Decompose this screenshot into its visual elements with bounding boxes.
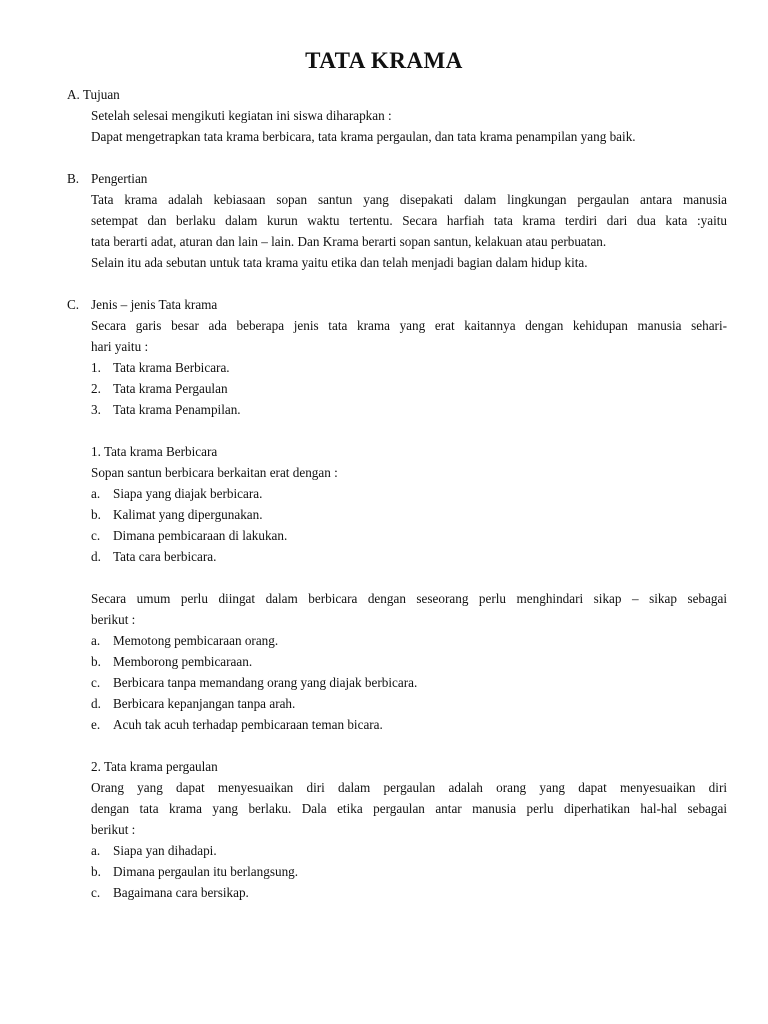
list-item-marker: b. — [91, 654, 101, 669]
section-b-paragraph-line: Tata krama adalah kebiasaan sopan santun yang disepakati dalam lingkungan pergaulan antara manusia — [91, 192, 727, 207]
section-c-marker: C. — [67, 297, 80, 312]
list-item-marker: c. — [91, 528, 101, 543]
list-item: Siapa yan dihadapi. — [113, 843, 217, 858]
list-item: Berbicara tanpa memandang orang yang diajak berbicara. — [113, 675, 418, 690]
list-item-marker: d. — [91, 696, 101, 711]
list-item: Dimana pergaulan itu berlangsung. — [113, 864, 299, 879]
section-b-heading: Pengertian — [91, 171, 148, 186]
subsection-1-intro: Sopan santun berbicara berkaitan erat dengan : — [91, 465, 338, 480]
subsection-1-intro2-line: Secara umum perlu diingat dalam berbicara dengan seseorang perlu menghindari sikap – sikap sebagai — [91, 591, 727, 606]
list-item: Acuh tak acuh terhadap pembicaraan teman bicara. — [113, 717, 383, 732]
list-item-marker: c. — [91, 675, 101, 690]
list-item: Kalimat yang dipergunakan. — [113, 507, 263, 522]
list-item-marker: a. — [91, 633, 101, 648]
list-item: Memborong pembicaraan. — [113, 654, 253, 669]
list-item-marker: a. — [91, 843, 101, 858]
section-b-marker: B. — [67, 171, 80, 186]
section-c-intro-line: hari yaitu : — [91, 339, 149, 354]
list-item: Tata krama Berbicara. — [113, 360, 230, 375]
subsection-1-intro2-line: berikut : — [91, 612, 136, 627]
section-c-heading: Jenis – jenis Tata krama — [91, 297, 218, 312]
list-item: Bagaimana cara bersikap. — [113, 885, 249, 900]
list-item-marker: e. — [91, 717, 101, 732]
list-item: Tata krama Pergaulan — [113, 381, 228, 396]
list-item-marker: 3. — [91, 402, 101, 417]
list-item: Dimana pembicaraan di lakukan. — [113, 528, 288, 543]
list-item: Tata krama Penampilan. — [113, 402, 241, 417]
section-a-heading: A. Tujuan — [67, 87, 120, 102]
subsection-2-intro-line: dengan tata krama yang berlaku. Dala etika pergaulan antar manusia perlu diperhatikan hal-hal sebagai — [91, 801, 727, 816]
section-b-paragraph-line: tata berarti adat, aturan dan lain – lain. Dan Krama berarti sopan santun, kelakuan atau perbuatan. — [91, 234, 607, 249]
list-item: Berbicara kepanjangan tanpa arah. — [113, 696, 296, 711]
section-a-line: Setelah selesai mengikuti kegiatan ini siswa diharapkan : — [91, 108, 392, 123]
section-c-intro-line: Secara garis besar ada beberapa jenis tata krama yang erat kaitannya dengan kehidupan manusia sehari- — [91, 318, 727, 333]
subsection-1-heading: 1. Tata krama Berbicara — [91, 444, 218, 459]
list-item-marker: c. — [91, 885, 101, 900]
section-b-paragraph-line: Selain itu ada sebutan untuk tata krama yaitu etika dan telah menjadi bagian dalam hidup kita. — [91, 255, 588, 270]
list-item-marker: a. — [91, 486, 101, 501]
list-item-marker: 2. — [91, 381, 101, 396]
list-item-marker: d. — [91, 549, 101, 564]
section-b-paragraph-line: setempat dan berlaku dalam kurun waktu tertentu. Secara harfiah tata krama terdiri dari dua kata :yaitu — [91, 213, 727, 228]
list-item-marker: b. — [91, 864, 101, 879]
list-item: Memotong pembicaraan orang. — [113, 633, 279, 648]
subsection-2-intro-line: berikut : — [91, 822, 136, 837]
document-title: TATA KRAMA — [305, 48, 463, 73]
section-a-line: Dapat mengetrapkan tata krama berbicara, tata krama pergaulan, dan tata krama penampilan yang baik. — [91, 129, 636, 144]
list-item-marker: b. — [91, 507, 101, 522]
subsection-2-intro-line: Orang yang dapat menyesuaikan diri dalam pergaulan adalah orang yang dapat menyesuaikan diri — [91, 780, 727, 795]
list-item: Siapa yang diajak berbicara. — [113, 486, 263, 501]
list-item-marker: 1. — [91, 360, 101, 375]
list-item: Tata cara berbicara. — [113, 549, 217, 564]
subsection-2-heading: 2. Tata krama pergaulan — [91, 759, 218, 774]
